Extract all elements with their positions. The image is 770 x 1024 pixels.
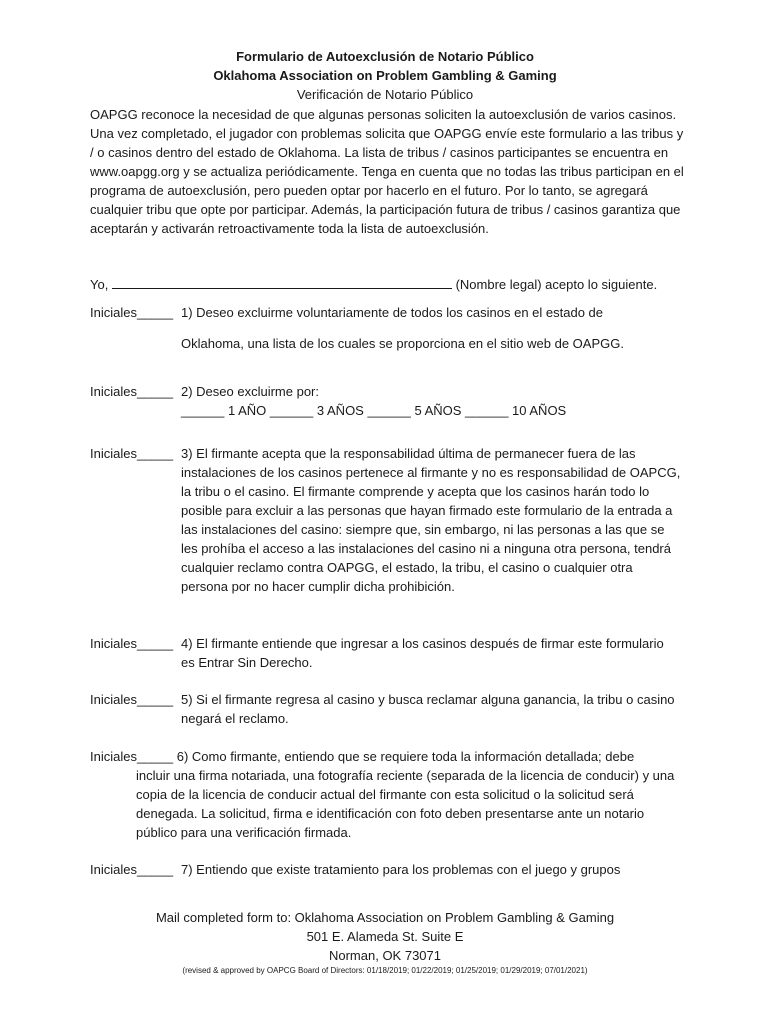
clause-3-text: 3) El firmante acepta que la responsabilidad última de permanecer fuera de las instalaciones de los casinos pertenece al firmante y no es responsabilidad de OAPCG, la tribu o el casino. El firmante comprende y acepta que los casinos harán todo lo posible para excluir a las personas que hayan firmado este formulario de la entrada a las instalaciones del casino: siempre que, sin embargo, ni las personas a las que se les prohíba el acceso a las instalaciones del casino ni a ninguna otra persona, tendrá cualquier reclamo contra OAPGG, el estado, la tribu, el casino o cualquier otra persona por no hacer cumplir dicha prohibición. (181, 446, 681, 594)
clause-1-line-2: Oklahoma, una lista de los cuales se proporciona en el sitio web de OAPGG. (181, 336, 624, 351)
exclusion-period-options[interactable]: ______ 1 AÑO ______ 3 AÑOS ______ 5 AÑOS ______ 10 AÑOS (181, 403, 567, 418)
initials-field-5[interactable]: Iniciales_____ (90, 692, 174, 707)
address-line-2: Norman, OK 73071 (328, 948, 441, 963)
clause-2-line-1: 2) Deseo excluirme por: (181, 384, 319, 399)
initials-field-1[interactable]: Iniciales_____ (90, 305, 174, 320)
mail-instruction: Mail completed form to: Oklahoma Association on Problem Gambling & Gaming (155, 910, 615, 925)
initials-field-7[interactable]: Iniciales_____ (90, 862, 174, 877)
form-subtitle: Verificación de Notario Público (296, 87, 474, 102)
clause-6 (90, 747, 690, 842)
clause-6-line-1: 6) Como firmante, entiendo que se requiere toda la información detallada; debe (176, 749, 635, 764)
revision-note: (revised & approved by OAPCG Board of Directors: 01/18/2019; 01/22/2019; 01/25/2019; 01/29/2019; 07/01/2021) (182, 966, 588, 975)
clause-4-text: 4) El firmante entiende que ingresar a los casinos después de firmar este formulario es Entrar Sin Derecho. (181, 636, 664, 670)
clause-6-text: incluir una firma notariada, una fotografía reciente (separada de la licencia de conducir) y una copia de la licencia de conducir actual del firmante con esta solicitud o la solicitud será denegada. La solicitud, firma e identificación con foto deben presentarse ante un notario público para una verificación firmada. (136, 768, 675, 840)
clause-5-text: 5) Si el firmante regresa al casino y busca reclamar alguna ganancia, la tribu o casino negará el reclamo. (181, 692, 675, 726)
legal-name-line (90, 275, 657, 294)
intro-paragraph: OAPGG reconoce la necesidad de que algunas personas soliciten la autoexclusión de varios casinos. Una vez completado, el jugador con problemas solicita que OAPGG envíe este formulario a las tribus y / o casinos dentro del estado de Oklahoma. La lista de tribus / casinos participantes se encuentra en www.oapgg.org y se actualiza periódicamente. Tenga en cuenta que no todas las tribus participan en el programa de autoexclusión, pero pueden optar por hacerlo en el futuro. Por lo tanto, se agregará cualquier tribu que opte por participar. Además, la participación futura de tribus / casinos garantiza que aceptarán y activarán retroactivamente toda la lista de autoexclusión. (90, 107, 684, 236)
initials-field-2[interactable]: Iniciales_____ (90, 384, 174, 399)
form-title: Formulario de Autoexclusión de Notario Público (236, 49, 534, 64)
legal-name-field[interactable] (112, 276, 452, 289)
clause-7-text: 7) Entiendo que existe tratamiento para los problemas con el juego y grupos (181, 862, 621, 877)
initials-field-3[interactable]: Iniciales_____ (90, 446, 174, 461)
name-suffix: (Nombre legal) acepto lo siguiente. (455, 277, 658, 292)
organization-name: Oklahoma Association on Problem Gambling & Gaming (213, 68, 557, 83)
name-prefix: Yo, (90, 277, 109, 292)
clause-1-line-1: 1) Deseo excluirme voluntariamente de todos los casinos en el estado de (181, 305, 604, 320)
initials-field-6[interactable]: Iniciales_____ (90, 749, 174, 764)
address-line-1: 501 E. Alameda St. Suite E (306, 929, 464, 944)
initials-field-4[interactable]: Iniciales_____ (90, 636, 174, 651)
